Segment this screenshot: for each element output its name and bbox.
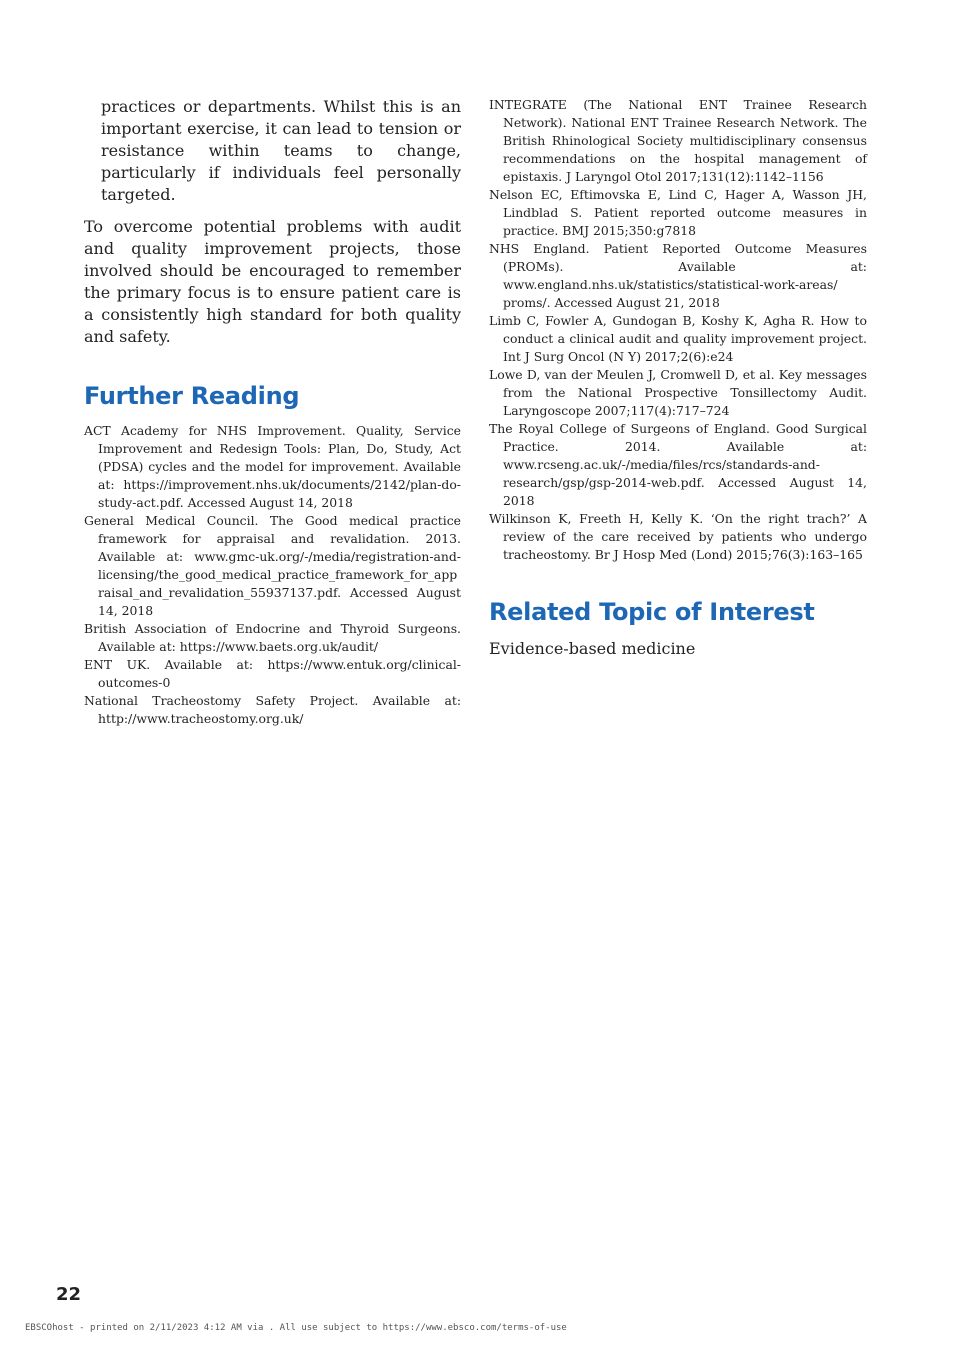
page-number: 22 [56, 1284, 82, 1305]
reference-item: Limb C, Fowler A, Gundogan B, Koshy K, Agha R. How to conduct a clinical audit and quality improvement project. Int J Surg Oncol (N Y) 2017;2(6):e24 [489, 313, 867, 364]
reference-item: Nelson EC, Eftimovska E, Lind C, Hager A, Wasson JH, Lindblad S. Patient reported outcome measures in practice. BMJ 2015;350:g7818 [489, 187, 867, 238]
further-reading-heading: Further Reading [84, 382, 300, 410]
print-footer: EBSCOhost - printed on 2/11/2023 4:12 AM via . All use subject to https://www.ebsco.com/terms-of-use [25, 1323, 567, 1333]
right-column [489, 96, 867, 660]
continued-paragraph: practices or departments. Whilst this is an important exercise, it can lead to tension or resistance within teams to change, particularly if individuals feel personally targeted. [101, 97, 461, 204]
left-column [84, 96, 461, 728]
reference-item: Lowe D, van der Meulen J, Cromwell D, et al. Key messages from the National Prospective Tonsillectomy Audit. Laryngoscope 2007;117(4):717–724 [489, 367, 867, 418]
reference-item: Wilkinson K, Freeth H, Kelly K. ‘On the right trach?’ A review of the care received by patients who undergo tracheostomy. Br J Hosp Med (Lond) 2015;76(3):163–165 [489, 511, 867, 562]
reference-item: General Medical Council. The Good medical practice framework for appraisal and revalidation. 2013. Available at: www.gmc-uk.org/-/media/registration-and-licensing/the_good_medical_practice_framework_for_appraisal_and_revalidation_55937137.pdf. Accessed August 14, 2018 [84, 513, 461, 618]
reference-list-continued [489, 96, 867, 564]
reference-item: ACT Academy for NHS Improvement. Quality, Service Improvement and Redesign Tools: Plan, Do, Study, Act (PDSA) cycles and the model for improvement. Available at: https://improvement.nhs.uk/documents/2142/plan-do-study-act.pdf. Accessed August 14, 2018 [84, 423, 461, 510]
further-reading-list [84, 422, 461, 728]
related-topic-text: Evidence-based medicine [489, 639, 696, 658]
reference-item: NHS England. Patient Reported Outcome Measures (PROMs). Available at: www.england.nhs.uk/statistics/statistical-work-areas/ proms/. Accessed August 21, 2018 [489, 241, 867, 310]
reference-item: INTEGRATE (The National ENT Trainee Research Network). National ENT Trainee Research Network. The British Rhinological Society multidisciplinary consensus recommendations on the hospital management of epistaxis. J Laryngol Otol 2017;131(12):1142–1156 [489, 97, 867, 184]
reference-item: ENT UK. Available at: https://www.entuk.org/clinical-outcomes-0 [84, 657, 461, 690]
related-topic-heading: Related Topic of Interest [489, 598, 815, 626]
reference-item: The Royal College of Surgeons of England. Good Surgical Practice. 2014. Available at: www.rcseng.ac.uk/-/media/files/rcs/standards-and-research/gsp/gsp-2014-web.pdf. Accessed August 14, 2018 [489, 421, 867, 508]
summary-paragraph: To overcome potential problems with audit and quality improvement projects, those involved should be encouraged to remember the primary focus is to ensure patient care is a consistently high standard for both quality and safety. [84, 217, 461, 346]
reference-item: National Tracheostomy Safety Project. Available at: http://www.tracheostomy.org.uk/ [84, 693, 461, 726]
reference-item: British Association of Endocrine and Thyroid Surgeons. Available at: https://www.baets.org.uk/audit/ [84, 621, 461, 654]
